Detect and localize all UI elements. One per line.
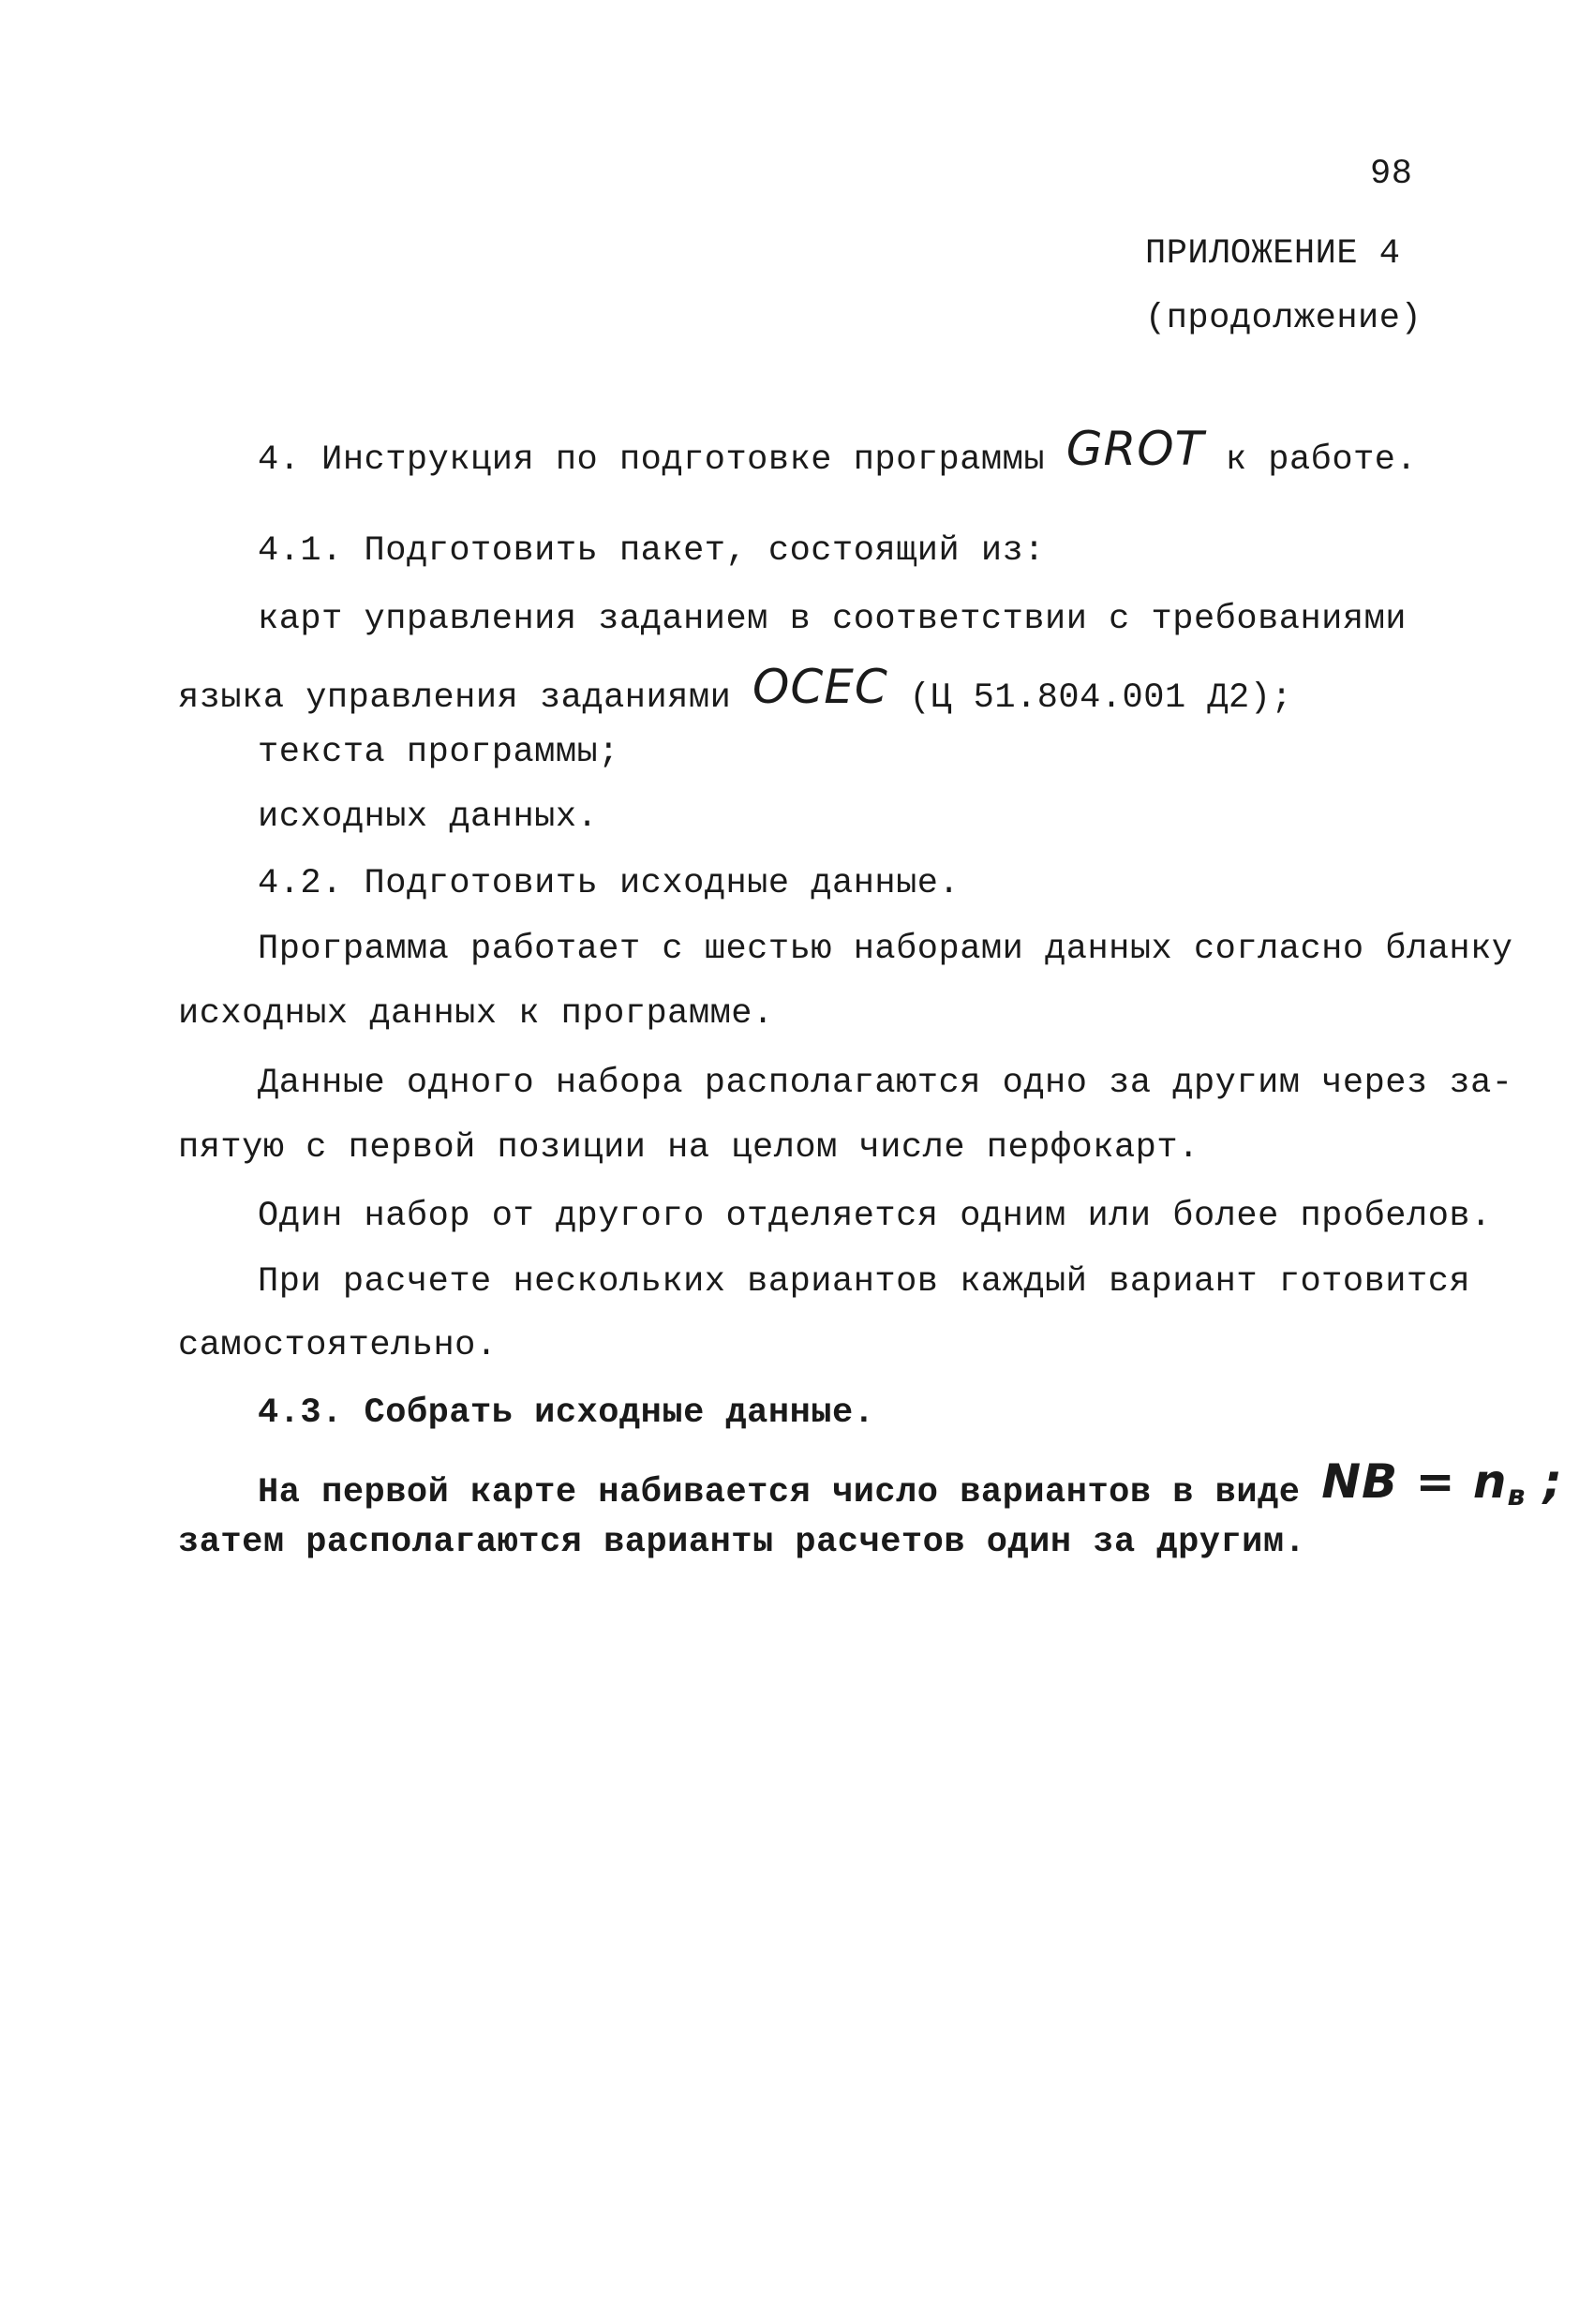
language-name: OCEC bbox=[752, 660, 888, 714]
item-4-1-c: исходных данных. bbox=[258, 797, 599, 837]
section-4-2-heading: 4.2. Подготовить исходные данные. bbox=[258, 864, 961, 903]
item-4-1-a-line1: карт управления заданием в соответствии с требованиями bbox=[258, 600, 1407, 639]
document-code: (Ц 51.804.001 Д2); bbox=[909, 678, 1293, 718]
formula-end: ; bbox=[1526, 1454, 1563, 1509]
section-4-text-end: к работе. bbox=[1225, 440, 1418, 480]
formula-subscript: в bbox=[1507, 1480, 1527, 1512]
page-number: 98 bbox=[1370, 155, 1413, 194]
paragraph-5-line2: затем располагаются варианты расчетов один за другим. bbox=[178, 1523, 1306, 1562]
program-name: GROT bbox=[1065, 422, 1205, 476]
item-4-1-b: текста программы; bbox=[258, 733, 619, 772]
formula-lhs: NB bbox=[1321, 1454, 1399, 1509]
formula bbox=[1321, 1454, 1563, 1512]
paragraph-4-line1: При расчете нескольких вариантов каждый вариант готовится bbox=[258, 1262, 1471, 1302]
section-4-3-heading: 4.3. Собрать исходные данные. bbox=[258, 1393, 875, 1433]
item-4-1-a-text: языка управления заданиями bbox=[178, 678, 752, 718]
paragraph-2-line1: Данные одного набора располагаются одно за другим через за- bbox=[258, 1064, 1513, 1103]
paragraph-5-line1 bbox=[258, 1454, 1563, 1512]
paragraph-5-text: На первой карте набивается число вариантов в виде bbox=[258, 1473, 1322, 1512]
appendix-title: ПРИЛОЖЕНИЕ 4 bbox=[1145, 234, 1401, 274]
paragraph-4-line2: самостоятельно. bbox=[178, 1326, 498, 1365]
section-4-heading bbox=[258, 422, 1418, 480]
paragraph-1-line2: исходных данных к программе. bbox=[178, 994, 774, 1034]
item-4-1-a-line2 bbox=[178, 660, 1293, 718]
section-4-text: 4. Инструкция по подготовке программы bbox=[258, 440, 1066, 480]
paragraph-2-line2: пятую с первой позиции на целом числе перфокарт. bbox=[178, 1128, 1199, 1168]
paragraph-3: Один набор от другого отделяется одним или более пробелов. bbox=[258, 1197, 1492, 1236]
formula-equals: = bbox=[1398, 1454, 1473, 1509]
section-4-1-heading: 4.1. Подготовить пакет, состоящий из: bbox=[258, 531, 1046, 571]
paragraph-1-line1: Программа работает с шестью наборами данных согласно бланку bbox=[258, 930, 1513, 969]
formula-rhs: n bbox=[1472, 1454, 1508, 1509]
continuation-label: (продолжение) bbox=[1145, 299, 1423, 338]
